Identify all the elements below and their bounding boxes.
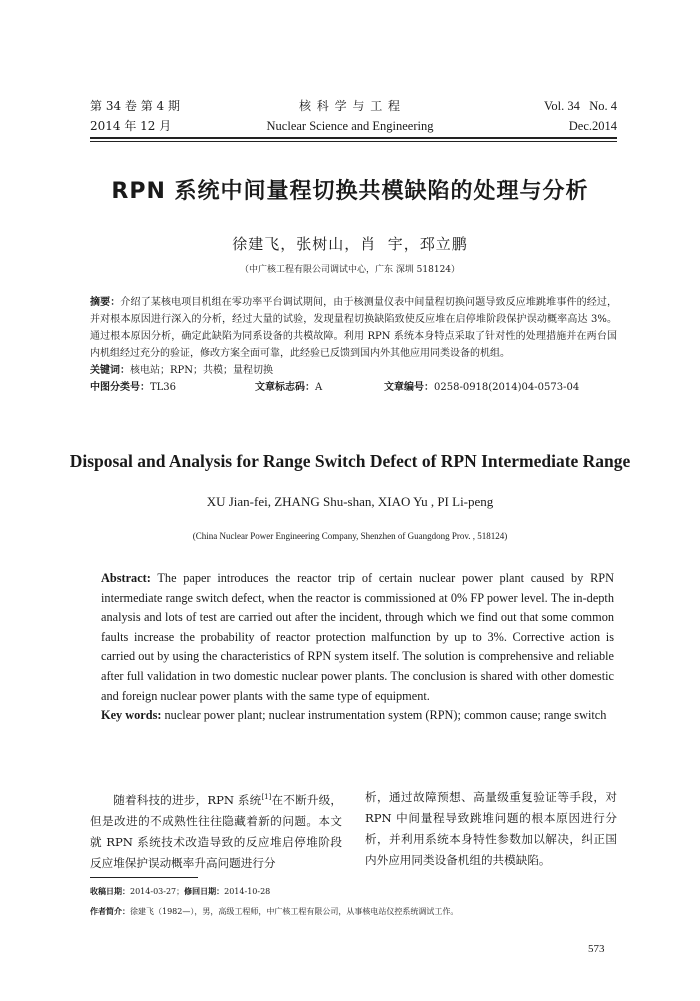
body-right-column: 析，通过故障预想、高量级重复验证等手段，对 RPN 中间量程导致跳堆问题的根本原因进行分析，并利用系统本身特性参数加以解决，纠正国内外应用同类设备机组的共模缺陷。 [365,790,617,867]
header-volume-issue: 第 34 卷 第 4 期 [90,99,180,113]
title-cn: RPN 系统中间量程切换共模缺陷的处理与分析 [111,179,589,204]
article-no-item [384,379,579,396]
citation-ref-1: [1] [261,793,272,801]
doc-code-value: A [315,382,323,393]
doc-code-label: 文章标志码： [255,382,315,393]
header-journal-cn: 核 科 学 与 工 程 [298,99,402,113]
footnote-author [90,906,458,917]
body-left-text-b: 在不断升级，但是改进的不成熟性往往隐藏着新的问题。本文就 RPN 系统技术改造导致的反应堆启停堆阶段反应堆保护误动概率升高问题进行分 [90,792,342,870]
abstract-en-label: Abstract: [101,571,151,585]
revised-label: 修回日期： [184,887,225,896]
keywords-cn: 核电站；RPN；共模；量程切换 [130,365,274,376]
header-rule-thin [90,141,617,142]
page-number: 573 [588,943,605,955]
article-no-label: 文章编号： [384,382,434,393]
affiliation-en: (China Nuclear Power Engineering Company, Shenzhen of Guangdong Prov. , 518124) [192,531,508,541]
keywords-en-label: Key words: [101,708,162,723]
authors-cn: 徐建飞，张树山，肖 宇，邳立鹏 [232,235,468,253]
author-bio: 徐建飞（1982—），男，高级工程师，中广核工程有限公司，从事核电站仪控系统调试工作。 [130,907,459,916]
footnote-rule [90,877,198,878]
clc-value: TL36 [150,382,177,393]
body-left-text-a: 随着科技的进步，RPN 系统 [113,792,262,807]
received-label: 收稿日期： [90,887,130,896]
keywords-en-line [101,706,614,726]
clc-label: 中图分类号： [90,382,150,393]
abstract-en [101,569,614,726]
author-bio-label: 作者简介： [90,907,130,916]
header-journal-en: Nuclear Science and Engineering [266,119,434,133]
body-left-column [90,787,342,874]
keywords-cn-label: 关键词： [90,365,130,376]
header-date-en: Dec.2014 [568,119,617,133]
revised-date: 2014-10-28 [224,887,271,896]
received-date: 2014-03-27； [130,887,185,896]
keywords-en: nuclear power plant; nuclear instrumentation system (RPN); common cause; range switch [164,708,607,723]
article-no-value: 0258-0918(2014)04-0573-04 [434,382,580,393]
abstract-cn-paragraph [90,294,617,362]
keywords-cn-line [90,362,617,379]
abstract-cn-label: 摘要： [90,297,121,308]
abstract-cn-text: 介绍了某核电项目机组在零功率平台调试期间，由于核测量仪表中间量程切换问题导致反应堆跳堆事件的经过，并对根本原因进行深入的分析，经过大量的试验，发现量程切换缺陷致使反应堆在启停堆阶段保护误动概率高达 3%。通过根本原因分析，确定此缺陷为同系设备的共模故障。利用 RPN 系统本身特点采取了针对性的处理措施并在两台国内机组经过充分的验证，修改方案全面可靠，此经验已反馈到国内外其他应用同类设备的机组。 [90,297,618,359]
clc-item [90,379,176,396]
affiliation-cn: （中广核工程有限公司调试中心，广东 深圳 518124） [239,265,461,275]
footnote-dates [90,886,270,897]
header-vol-no: Vol. 34 No. 4 [543,99,617,113]
title-en: Disposal and Analysis for Range Switch Defect of RPN Intermediate Range [69,451,631,471]
header-rule [90,137,617,139]
doc-code-item [255,379,322,396]
header-date-cn: 2014 年 12 月 [90,119,172,133]
authors-en: XU Jian-fei, ZHANG Shu-shan, XIAO Yu , PI Li-peng [206,494,494,509]
classification-line [90,379,617,396]
abstract-en-text: The paper introduces the reactor trip of certain nuclear power plant caused by RPN intermediate range switch defect, when the reactor is commissioned at 0% FP power level. The in-depth analysis and lots of test are carried out after the incident, through which we find out that some common faults increase the probability of reactor protection malfunction by up to 3%. Corrective action is carried out by using the characteristics of RPN system itself. The solution is comprehensive and reliable after full validation in two domestic nuclear power plants. The conclusion is shared with other domestic and foreign nuclear power plants with the same type of equipment. [101,571,614,703]
abstract-en-paragraph [101,569,614,706]
abstract-cn [90,294,617,396]
